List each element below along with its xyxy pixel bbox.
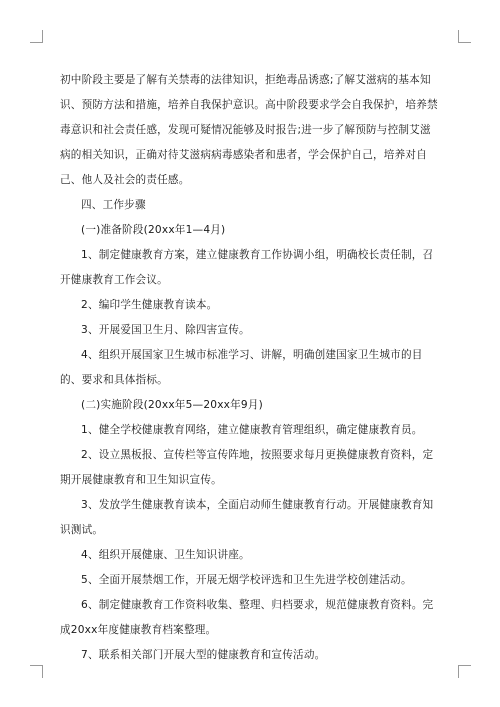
list-item: 4、组织开展国家卫生城市标准学习、讲解，明确创建国家卫生城市的目的、要求和具体指标。: [60, 349, 423, 386]
list-item: 3、开展爱国卫生月、除四害宣传。: [81, 324, 250, 336]
list-item: 3、发放学生健康教育读本，全面启动师生健康教育行动。开展健康教育知识测试。: [60, 499, 434, 536]
list-item: 1、制定健康教育方案，建立健康教育工作协调小组，明确校长责任制，召开健康教育工作会议。: [60, 249, 434, 286]
list-item: 2、编印学生健康教育读本。: [81, 299, 218, 311]
subsection-heading-implementation: (二)实施阶段(20xx年5—20xx年9月): [81, 399, 263, 411]
list-item: 1、健全学校健康教育网络，建立健康教育管理组织，确定健康教育员。: [81, 424, 423, 436]
corner-mark-bottom-left: [30, 665, 43, 678]
corner-mark-top-right: [458, 30, 471, 43]
section-heading: 四、工作步骤: [81, 199, 146, 211]
list-item: 6、制定健康教育工作资料收集、整理、归档要求，规范健康教育资料。完成20xx年度健康教育档案整理。: [60, 599, 434, 636]
corner-mark-bottom-right: [458, 665, 471, 678]
list-item: 4、组织开展健康、卫生知识讲座。: [81, 549, 250, 561]
list-item: 7、联系相关部门开展大型的健康教育和宣传活动。: [81, 649, 326, 661]
paragraph-intro: 初中阶段主要是了解有关禁毒的法律知识，拒绝毒品诱惑;了解艾滋病的基本知识、预防方法和措施，培养自我保护意识。高中阶段要求学会自我保护，培养禁毒意识和社会责任感，发现可疑情况能够及时报告;进一步了解预防与控制艾滋病的相关知识，正确对待艾滋病病毒感染者和患者，学会保护自己，培养对自己、他人及社会的责任感。: [60, 74, 438, 186]
document-body: [60, 68, 440, 668]
corner-mark-top-left: [30, 30, 43, 43]
subsection-heading-preparation: (一)准备阶段(20xx年1—4月): [81, 224, 226, 236]
list-item: 2、设立黑板报、宣传栏等宣传阵地，按照要求每月更换健康教育资料，定期开展健康教育和卫生知识宣传。: [60, 449, 434, 486]
list-item: 5、全面开展禁烟工作，开展无烟学校评选和卫生先进学校创建活动。: [81, 574, 412, 586]
